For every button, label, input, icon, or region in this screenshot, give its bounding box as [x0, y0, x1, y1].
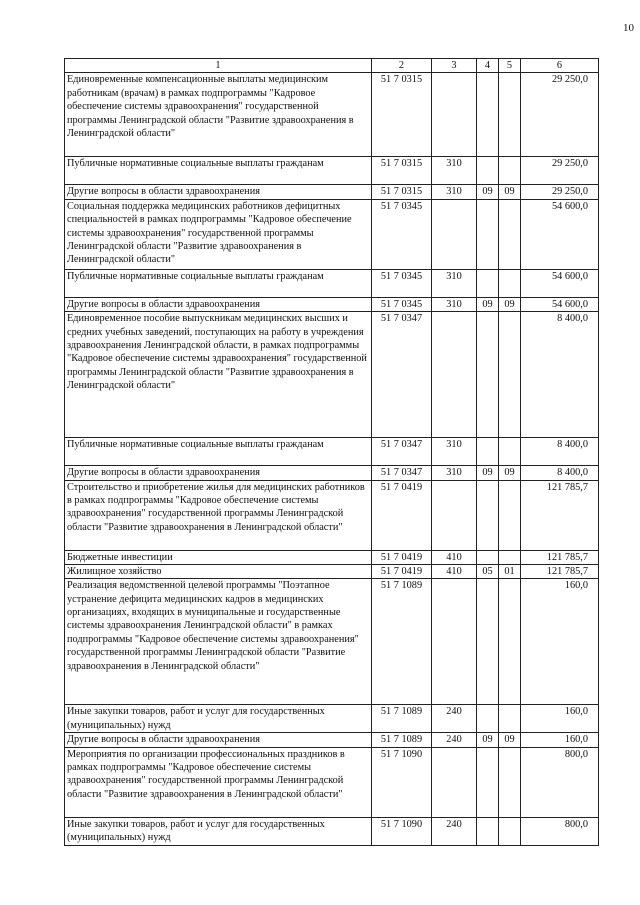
row-name: Единовременное пособие выпускникам медицинских высших и средних учебных заведений, поступающих на работу в учреждения здравоохранения Ленинградской области, в рамках подпрограммы "Кадровое обеспечение системы здравоохранения" государственной программы Ленинградской области "Развитие здравоохранения в Ленинградской области"	[65, 312, 372, 438]
column-header: 2	[372, 59, 432, 73]
row-section: 05	[477, 564, 499, 578]
row-name: Публичные нормативные социальные выплаты гражданам	[65, 438, 372, 466]
row-subsection	[499, 480, 521, 550]
table-row	[65, 466, 599, 480]
header-row	[65, 59, 599, 73]
row-subsection	[499, 312, 521, 438]
row-expense-type: 310	[432, 438, 477, 466]
row-subsection	[499, 73, 521, 157]
row-expense-type: 410	[432, 550, 477, 564]
row-expense-type	[432, 747, 477, 817]
row-expense-type	[432, 480, 477, 550]
table-row	[65, 747, 599, 817]
row-expense-type	[432, 73, 477, 157]
row-section	[477, 579, 499, 705]
row-section	[477, 705, 499, 733]
row-subsection	[499, 199, 521, 269]
row-expense-type: 240	[432, 733, 477, 747]
row-section	[477, 438, 499, 466]
row-subsection: 09	[499, 297, 521, 311]
row-section	[477, 747, 499, 817]
row-expense-type: 310	[432, 297, 477, 311]
row-amount: 54 600,0	[521, 199, 599, 269]
row-expense-type: 310	[432, 157, 477, 185]
row-expense-type: 310	[432, 269, 477, 297]
row-subsection	[499, 550, 521, 564]
row-amount: 160,0	[521, 733, 599, 747]
row-code: 51 7 1090	[372, 817, 432, 845]
row-subsection: 09	[499, 733, 521, 747]
row-code: 51 7 0347	[372, 438, 432, 466]
row-code: 51 7 0345	[372, 269, 432, 297]
table-row	[65, 157, 599, 185]
row-section	[477, 817, 499, 845]
row-amount: 800,0	[521, 747, 599, 817]
row-code: 51 7 0315	[372, 157, 432, 185]
row-code: 51 7 0347	[372, 312, 432, 438]
row-expense-type: 310	[432, 185, 477, 199]
row-subsection: 09	[499, 466, 521, 480]
row-subsection	[499, 747, 521, 817]
row-code: 51 7 1089	[372, 733, 432, 747]
row-expense-type	[432, 199, 477, 269]
row-code: 51 7 1090	[372, 747, 432, 817]
row-name: Другие вопросы в области здравоохранения	[65, 466, 372, 480]
column-header: 1	[65, 59, 372, 73]
row-section	[477, 312, 499, 438]
row-section	[477, 199, 499, 269]
row-name: Бюджетные инвестиции	[65, 550, 372, 564]
row-amount: 160,0	[521, 705, 599, 733]
row-section	[477, 73, 499, 157]
row-name: Жилищное хозяйство	[65, 564, 372, 578]
row-code: 51 7 0345	[372, 297, 432, 311]
table-row	[65, 705, 599, 733]
row-amount: 29 250,0	[521, 73, 599, 157]
row-expense-type: 240	[432, 817, 477, 845]
row-subsection	[499, 705, 521, 733]
row-amount: 800,0	[521, 817, 599, 845]
column-header: 6	[521, 59, 599, 73]
row-subsection: 09	[499, 185, 521, 199]
row-section: 09	[477, 733, 499, 747]
table-row	[65, 733, 599, 747]
row-name: Публичные нормативные социальные выплаты гражданам	[65, 157, 372, 185]
table-row	[65, 269, 599, 297]
row-code: 51 7 0419	[372, 480, 432, 550]
row-name: Строительство и приобретение жилья для медицинских работников в рамках подпрограммы "Кадровое обеспечение системы здравоохранения" государственной программы Ленинградской области "Развитие здравоохранения в Ленинградской области"	[65, 480, 372, 550]
table-row	[65, 579, 599, 705]
row-code: 51 7 0315	[372, 73, 432, 157]
row-name: Иные закупки товаров, работ и услуг для государственных (муниципальных) нужд	[65, 705, 372, 733]
budget-table	[64, 58, 599, 846]
row-expense-type: 240	[432, 705, 477, 733]
row-name: Другие вопросы в области здравоохранения	[65, 297, 372, 311]
row-amount: 121 785,7	[521, 480, 599, 550]
row-subsection	[499, 579, 521, 705]
column-header: 5	[499, 59, 521, 73]
row-amount: 8 400,0	[521, 438, 599, 466]
table-row	[65, 550, 599, 564]
row-code: 51 7 1089	[372, 705, 432, 733]
row-amount: 8 400,0	[521, 466, 599, 480]
row-expense-type: 410	[432, 564, 477, 578]
row-section	[477, 550, 499, 564]
row-name: Публичные нормативные социальные выплаты гражданам	[65, 269, 372, 297]
row-code: 51 7 1089	[372, 579, 432, 705]
row-code: 51 7 0419	[372, 550, 432, 564]
column-header: 3	[432, 59, 477, 73]
row-section	[477, 269, 499, 297]
row-subsection	[499, 817, 521, 845]
row-expense-type	[432, 579, 477, 705]
row-code: 51 7 0419	[372, 564, 432, 578]
row-amount: 54 600,0	[521, 269, 599, 297]
row-amount: 29 250,0	[521, 185, 599, 199]
row-amount: 54 600,0	[521, 297, 599, 311]
row-subsection	[499, 157, 521, 185]
row-code: 51 7 0315	[372, 185, 432, 199]
table-row	[65, 480, 599, 550]
row-amount: 8 400,0	[521, 312, 599, 438]
table-row	[65, 312, 599, 438]
row-subsection	[499, 438, 521, 466]
row-code: 51 7 0347	[372, 466, 432, 480]
row-name: Единовременные компенсационные выплаты медицинским работникам (врачам) в рамках подпрограммы "Кадровое обеспечение системы здравоохранения" государственной программы Ленинградской области "Развитие здравоохранения в Ленинградской области"	[65, 73, 372, 157]
row-name: Иные закупки товаров, работ и услуг для государственных (муниципальных) нужд	[65, 817, 372, 845]
row-amount: 160,0	[521, 579, 599, 705]
column-header: 4	[477, 59, 499, 73]
table-row	[65, 73, 599, 157]
row-subsection: 01	[499, 564, 521, 578]
table-row	[65, 438, 599, 466]
table-row	[65, 817, 599, 845]
row-expense-type	[432, 312, 477, 438]
row-amount: 29 250,0	[521, 157, 599, 185]
row-name: Реализация ведомственной целевой программы "Поэтапное устранение дефицита медицинских кадров в медицинских организациях, входящих в муниципальные и государственные системы здравоохранения Ленинградской области" в рамках подпрограммы "Кадровое обеспечение системы здравоохранения" государственной программы Ленинградской области "Развитие здравоохранения в Ленинградской области"	[65, 579, 372, 705]
row-name: Мероприятия по организации профессиональных праздников в рамках подпрограммы "Кадровое обеспечение системы здравоохранения" государственной программы Ленинградской области "Развитие здравоохранения в Ленинградской области"	[65, 747, 372, 817]
row-expense-type: 310	[432, 466, 477, 480]
row-section: 09	[477, 185, 499, 199]
row-section	[477, 157, 499, 185]
table-row	[65, 185, 599, 199]
table-row	[65, 199, 599, 269]
row-name: Другие вопросы в области здравоохранения	[65, 733, 372, 747]
table-row	[65, 564, 599, 578]
table-row	[65, 297, 599, 311]
page-number: 10	[623, 22, 634, 34]
row-section: 09	[477, 466, 499, 480]
row-code: 51 7 0345	[372, 199, 432, 269]
row-amount: 121 785,7	[521, 550, 599, 564]
row-subsection	[499, 269, 521, 297]
row-name: Другие вопросы в области здравоохранения	[65, 185, 372, 199]
row-name: Социальная поддержка медицинских работников дефицитных специальностей в рамках подпрограммы "Кадровое обеспечение системы здравоохранения" государственной программы Ленинградской области "Развитие здравоохранения в Ленинградской области"	[65, 199, 372, 269]
row-section	[477, 480, 499, 550]
row-section: 09	[477, 297, 499, 311]
row-amount: 121 785,7	[521, 564, 599, 578]
